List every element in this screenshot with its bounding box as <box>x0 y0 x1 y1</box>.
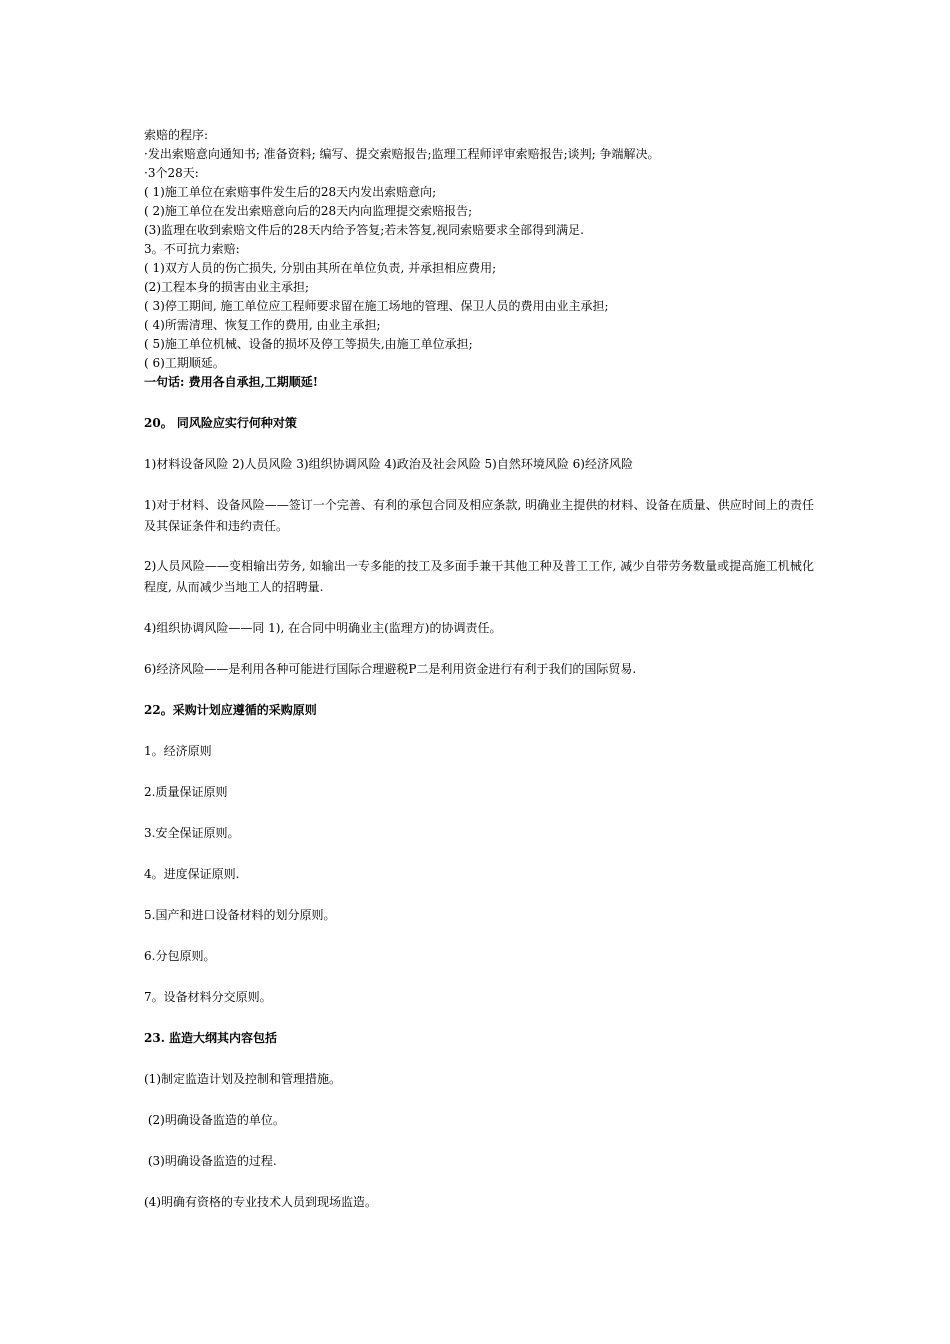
section-20-paragraph-4: 4)组织协调风险——同 1), 在合同中明确业主(监理方)的协调责任。 <box>144 621 502 635</box>
claim-procedure-heading: 索赔的程序: <box>144 128 209 142</box>
section-23-title: 23. 监造大纲其内容包括 <box>144 1031 278 1045</box>
claim-rule-1: ( 1)施工单位在索赔事件发生后的28天内发出索赔意向; <box>144 185 437 199</box>
claim-procedure-steps: ·发出索赔意向通知书; 准备资料; 编写、提交索赔报告;监理工程师评审索赔报告;谈判; 争端解决。 <box>144 147 660 161</box>
section-22-item-7: 7。设备材料分交原则。 <box>144 990 272 1004</box>
force-majeure-item-3: ( 3)停工期间, 施工单位应工程师要求留在施工场地的管理、保卫人员的费用由业主承担; <box>144 299 609 313</box>
section-20-title: 20。 同风险应实行何种对策 <box>144 416 297 430</box>
section-22-item-5: 5.国产和进口设备材料的划分原则。 <box>144 908 336 922</box>
section-22-item-4: 4。进度保证原则. <box>144 867 240 881</box>
section-20-paragraph-6: 6)经济风险——是利用各种可能进行国际合理避税P二是利用资金进行有利于我们的国际贸易. <box>144 662 637 676</box>
force-majeure-item-4: ( 4)所需清理、恢复工作的费用, 由业主承担; <box>144 318 381 332</box>
section-20-risk-list: 1)材料设备风险 2)人员风险 3)组织协调风险 4)政治及社会风险 5)自然环境风险 6)经济风险 <box>144 457 633 471</box>
force-majeure-heading: 3。不可抗力索赔: <box>144 242 240 256</box>
section-23-item-2: (2)明确设备监造的单位。 <box>144 1113 285 1127</box>
force-majeure-item-5: ( 5)施工单位机械、设备的损坏及停工等损失,由施工单位承担; <box>144 337 473 351</box>
section-22-item-1: 1。经济原则 <box>144 744 212 758</box>
force-majeure-item-6: ( 6)工期顺延。 <box>144 356 225 370</box>
claim-procedure-block <box>144 126 814 392</box>
force-majeure-item-1: ( 1)双方人员的伤亡损失, 分别由其所在单位负责, 并承担相应费用; <box>144 261 497 275</box>
claim-rule-2: ( 2)施工单位在发出索赔意向后的28天内向监理提交索赔报告; <box>144 204 473 218</box>
three-28-days-heading: ·3个28天: <box>144 166 199 180</box>
document-content <box>144 126 814 1212</box>
section-20-paragraph-1: 1)对于材料、设备风险——签订一个完善、有利的承包合同及相应条款, 明确业主提供的材料、设备在质量、供应时间上的责任及其保证条件和违约责任。 <box>144 498 814 533</box>
section-23-item-3: (3)明确设备监造的过程. <box>144 1154 277 1168</box>
section-22-title: 22。采购计划应遵循的采购原则 <box>144 703 317 717</box>
force-majeure-summary: 一句话: 费用各自承担,工期顺延! <box>144 375 319 389</box>
section-23-item-1: (1)制定监造计划及控制和管理措施。 <box>144 1072 341 1086</box>
section-20-paragraph-2: 2)人员风险——变相输出劳务, 如输出一专多能的技工及多面手兼干其他工种及普工工作, 减少自带劳务数量或提高施工机械化程度, 从而减少当地工人的招聘量. <box>144 559 814 594</box>
claim-rule-3: (3)监理在收到索赔文件后的28天内给予答复;若未答复,视同索赔要求全部得到满足. <box>144 223 584 237</box>
section-22-item-3: 3.安全保证原则。 <box>144 826 240 840</box>
section-22-item-2: 2.质量保证原则 <box>144 785 228 799</box>
section-22-item-6: 6.分包原则。 <box>144 949 216 963</box>
force-majeure-item-2: (2)工程本身的损害由业主承担; <box>144 280 310 294</box>
section-23-item-4: (4)明确有资格的专业技术人员到现场监造。 <box>144 1195 377 1209</box>
